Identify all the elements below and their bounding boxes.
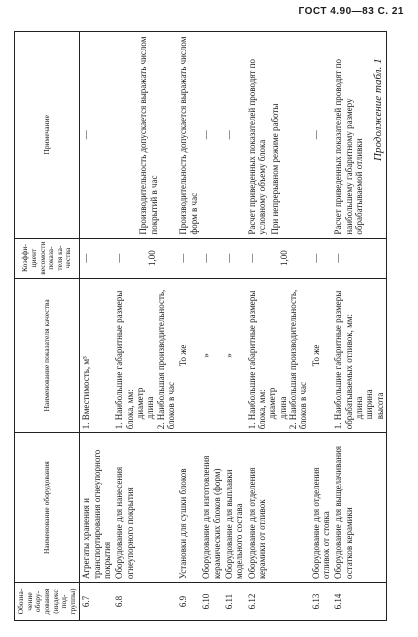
col-header-name: Наименование оборудования [15,433,80,583]
row-weight: — [332,238,386,278]
row-weight: — 1,00 [246,238,310,278]
continuation-label: Продолжение табл. 1 [372,58,384,161]
row-name: Установки для сушки блоков [177,433,200,583]
row-name: Оборудование для выплавки модельного состава [223,433,246,583]
row-name: Оборудование для отделения керамики от отливок [246,433,310,583]
row-weight: — [200,238,223,278]
table-row [310,32,333,621]
table-row [223,32,246,621]
row-weight: — [223,238,246,278]
row-note: — [200,32,223,239]
row-code: 6.12 [246,583,310,621]
row-indicators: 1. Наибольшие габаритные размеры обрабатываемых отливок, мм: длина ширина высота [332,278,386,433]
row-note: Расчет приведенных показателей проводят по наибольшему габаритному размеру обрабатываемой отливки [332,32,386,239]
equipment-table [14,31,387,621]
row-code: 6.11 [223,583,246,621]
row-weight: — [80,238,114,278]
row-note: — [80,32,114,239]
row-indicators: » [200,278,223,433]
table-row [246,32,310,621]
row-code: 6.10 [200,583,223,621]
row-code: 6.7 [80,583,114,621]
page-header: ГОСТ 4.90—83 С. 21 [298,6,404,17]
table-row [80,32,114,621]
row-weight: — [177,238,200,278]
row-note: Производительность допускается выражать числом форм в час [177,32,200,239]
row-note: — [223,32,246,239]
row-code: 6.8 [113,583,177,621]
row-name: Оборудование для отделения отливок от стояка [310,433,333,583]
row-indicators: 1. Наибольшие габаритные размеры блока, мм: диаметр длина 2. Наибольшая производительность, блоков в час [246,278,310,433]
row-weight: — 1,00 [113,238,177,278]
table-row [332,32,386,621]
col-header-code: Обозна-чение обору-дования (индекс под-группы) [15,583,80,621]
row-name: Оборудование для выщелачивания остатков керамики [332,433,386,583]
row-indicators: То же [310,278,333,433]
row-code: 6.13 [310,583,333,621]
row-indicators: » [223,278,246,433]
row-indicators: 1. Вместимость, м³ [80,278,114,433]
row-note: — [310,32,333,239]
row-note: Расчет приведенных показателей проводят по условному объему блока При непрерывном режиме работы [246,32,310,239]
col-header-indicator: Наименование показателя качества [15,278,80,433]
rotated-page [10,26,410,626]
row-indicators: 1. Наибольшие габаритные размеры блока, мм: диаметр длина 2. Наибольшая производительность, блоков в час [113,278,177,433]
row-note: Производительность допускается выражать числом покрытий в час [113,32,177,239]
row-indicators: То же [177,278,200,433]
row-code: 6.14 [332,583,386,621]
table-row [200,32,223,621]
row-name: Оборудование для нанесения огнеупорного покрытия [113,433,177,583]
table-row [177,32,200,621]
col-header-weight: Коэффи-циент весомости показа-теля ка-чества [15,238,80,278]
col-header-note: Примечание [15,32,80,239]
row-name: Агрегаты хранения и транспортирования огнеупорного покрытия [80,433,114,583]
row-weight: — [310,238,333,278]
row-name: Оборудование для изготовления керамических блоков (форм) [200,433,223,583]
row-code: 6.9 [177,583,200,621]
table-row [113,32,177,621]
table-header-row [15,32,80,621]
